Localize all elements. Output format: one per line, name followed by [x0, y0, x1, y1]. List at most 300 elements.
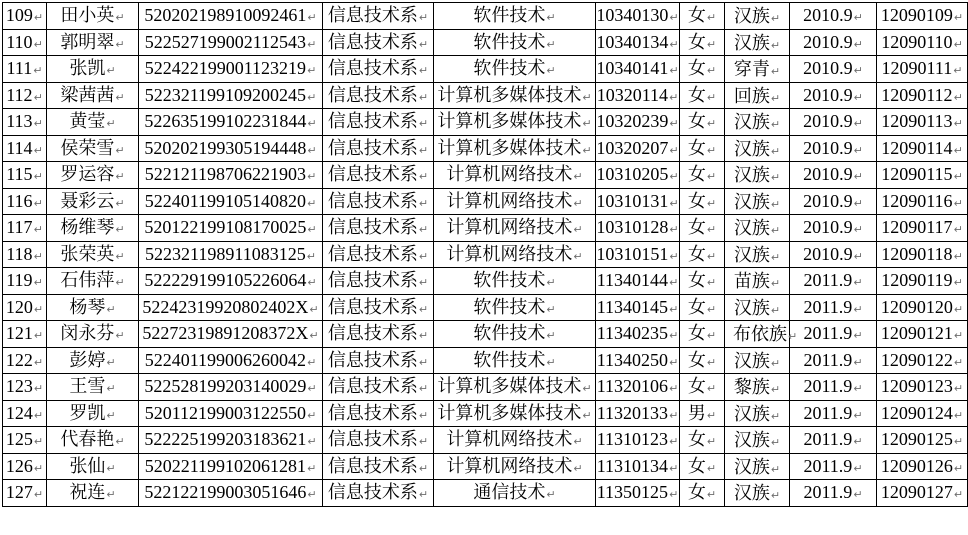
table-row	[3, 241, 968, 268]
cell-row-number-value: 114↵	[6, 137, 43, 158]
line-break-mark-icon: ↵	[418, 170, 429, 184]
cell-gender-value: 女↵	[687, 243, 717, 264]
line-break-mark-icon: ↵	[953, 488, 964, 502]
line-break-mark-icon: ↵	[953, 64, 963, 78]
cell-ethnicity	[725, 480, 790, 507]
cell-enroll-date-value: 2010.9↵	[803, 217, 863, 238]
cell-student-number	[596, 400, 680, 427]
cell-student-number-value: 11320133↵	[596, 402, 679, 423]
cell-gender	[680, 188, 725, 215]
student-roster-table	[2, 2, 968, 507]
cell-id-number	[139, 82, 323, 109]
line-break-mark-icon: ↵	[307, 117, 317, 131]
line-break-mark-icon: ↵	[669, 382, 679, 396]
cell-row-number	[3, 321, 47, 348]
cell-major-value: 计算机多媒体技术↵	[437, 137, 592, 158]
cell-enroll-date	[790, 215, 877, 242]
cell-enroll-date	[790, 29, 877, 56]
cell-ethnicity-value: 黎族↵	[733, 377, 781, 398]
cell-department	[323, 453, 434, 480]
cell-department	[323, 241, 434, 268]
line-break-mark-icon: ↵	[307, 355, 317, 369]
line-break-mark-icon: ↵	[115, 90, 125, 104]
cell-enroll-date-value: 2010.9↵	[803, 164, 863, 185]
cell-gender	[680, 294, 725, 321]
line-break-mark-icon: ↵	[669, 488, 679, 502]
line-break-mark-icon: ↵	[853, 461, 863, 475]
cell-id-number-value: 52272319891208372X↵	[142, 323, 319, 344]
line-break-mark-icon: ↵	[307, 64, 317, 78]
line-break-mark-icon: ↵	[33, 435, 44, 449]
cell-row-number	[3, 109, 47, 136]
table-row	[3, 215, 968, 242]
cell-row-number-value: 124↵	[5, 402, 44, 423]
cell-enroll-date	[790, 162, 877, 189]
line-break-mark-icon: ↵	[573, 461, 583, 475]
cell-row-number-value: 116↵	[6, 190, 43, 211]
cell-name-value: 王雪↵	[69, 376, 116, 397]
line-break-mark-icon: ↵	[770, 409, 781, 423]
cell-ethnicity-value: 汉族↵	[733, 483, 781, 504]
line-break-mark-icon: ↵	[307, 223, 317, 237]
line-break-mark-icon: ↵	[770, 144, 781, 158]
line-break-mark-icon: ↵	[418, 117, 429, 131]
line-break-mark-icon: ↵	[706, 37, 717, 51]
cell-id-number-value: 520221199102061281↵	[144, 455, 317, 476]
table-row	[3, 3, 968, 30]
cell-code-value: 12090126↵	[880, 455, 964, 476]
cell-code	[877, 56, 968, 83]
cell-ethnicity	[725, 135, 790, 162]
line-break-mark-icon: ↵	[953, 11, 964, 25]
line-break-mark-icon: ↵	[106, 64, 116, 78]
cell-name-value: 郭明翠↵	[60, 31, 125, 52]
cell-major-value: 软件技术↵	[473, 31, 556, 52]
cell-department-value: 信息技术系↵	[327, 217, 429, 238]
cell-name-value: 张荣英↵	[60, 243, 125, 264]
cell-major-value: 计算机多媒体技术↵	[437, 111, 592, 132]
cell-row-number	[3, 400, 47, 427]
cell-department	[323, 3, 434, 30]
cell-id-number-value: 522321199109200245↵	[144, 84, 317, 105]
line-break-mark-icon: ↵	[546, 488, 556, 502]
line-break-mark-icon: ↵	[669, 302, 679, 316]
line-break-mark-icon: ↵	[770, 38, 781, 52]
line-break-mark-icon: ↵	[706, 196, 717, 210]
line-break-mark-icon: ↵	[770, 489, 781, 503]
cell-code-value: 12090110↵	[881, 31, 963, 52]
cell-id-number	[139, 3, 323, 30]
line-break-mark-icon: ↵	[669, 170, 679, 184]
line-break-mark-icon: ↵	[669, 37, 679, 51]
cell-major-value: 计算机网络技术↵	[446, 243, 583, 264]
line-break-mark-icon: ↵	[418, 64, 429, 78]
cell-id-number	[139, 215, 323, 242]
cell-row-number	[3, 162, 47, 189]
line-break-mark-icon: ↵	[33, 302, 44, 316]
line-break-mark-icon: ↵	[115, 223, 125, 237]
cell-ethnicity	[725, 215, 790, 242]
line-break-mark-icon: ↵	[418, 223, 429, 237]
cell-department-value: 信息技术系↵	[327, 323, 429, 344]
line-break-mark-icon: ↵	[770, 65, 781, 79]
cell-student-number	[596, 294, 680, 321]
cell-student-number	[596, 480, 680, 507]
line-break-mark-icon: ↵	[770, 197, 781, 211]
table-row	[3, 268, 968, 295]
line-break-mark-icon: ↵	[106, 461, 116, 475]
cell-row-number	[3, 135, 47, 162]
cell-ethnicity	[725, 162, 790, 189]
cell-code-value: 12090112↵	[881, 84, 963, 105]
line-break-mark-icon: ↵	[706, 143, 717, 157]
cell-id-number	[139, 294, 323, 321]
cell-row-number-value: 112↵	[6, 84, 43, 105]
cell-student-number	[596, 82, 680, 109]
line-break-mark-icon: ↵	[770, 303, 781, 317]
cell-row-number-value: 110↵	[6, 31, 43, 52]
cell-student-number	[596, 268, 680, 295]
cell-department	[323, 188, 434, 215]
line-break-mark-icon: ↵	[307, 461, 317, 475]
cell-name-value: 代春艳↵	[60, 429, 125, 450]
cell-department	[323, 374, 434, 401]
cell-ethnicity-value: 汉族↵	[733, 6, 781, 27]
cell-major	[434, 427, 596, 454]
cell-gender	[680, 400, 725, 427]
line-break-mark-icon: ↵	[309, 329, 319, 343]
cell-department-value: 信息技术系↵	[327, 455, 429, 476]
cell-enroll-date-value: 2011.9↵	[803, 482, 863, 503]
cell-name	[47, 400, 139, 427]
cell-student-number	[596, 241, 680, 268]
cell-id-number	[139, 56, 323, 83]
line-break-mark-icon: ↵	[669, 64, 679, 78]
cell-id-number	[139, 480, 323, 507]
cell-department	[323, 135, 434, 162]
line-break-mark-icon: ↵	[307, 488, 317, 502]
line-break-mark-icon: ↵	[953, 249, 963, 263]
cell-major	[434, 241, 596, 268]
cell-code-value: 12090127↵	[880, 482, 964, 503]
cell-ethnicity-value: 汉族↵	[733, 244, 781, 265]
cell-enroll-date-value: 2011.9↵	[803, 376, 863, 397]
cell-enroll-date	[790, 56, 877, 83]
cell-id-number	[139, 188, 323, 215]
cell-gender-value: 女↵	[687, 190, 717, 211]
line-break-mark-icon: ↵	[953, 461, 964, 475]
cell-student-number-value: 11350125↵	[596, 482, 679, 503]
cell-id-number-value: 522122199003051646↵	[144, 482, 317, 503]
cell-department-value: 信息技术系↵	[327, 349, 429, 370]
cell-major-value: 软件技术↵	[473, 270, 556, 291]
cell-id-number-value: 522528199203140029↵	[144, 376, 317, 397]
cell-code	[877, 135, 968, 162]
cell-name-value: 石伟萍↵	[60, 270, 125, 291]
cell-name-value: 侯荣雪↵	[60, 137, 125, 158]
line-break-mark-icon: ↵	[33, 196, 43, 210]
cell-id-number	[139, 241, 323, 268]
cell-gender-value: 女↵	[687, 111, 717, 132]
cell-ethnicity-value: 汉族↵	[733, 112, 781, 133]
line-break-mark-icon: ↵	[853, 382, 863, 396]
cell-row-number-value: 113↵	[6, 111, 43, 132]
cell-department-value: 信息技术系↵	[327, 243, 429, 264]
line-break-mark-icon: ↵	[953, 382, 964, 396]
line-break-mark-icon: ↵	[115, 11, 125, 25]
cell-ethnicity-value: 汉族↵	[733, 138, 781, 159]
cell-department-value: 信息技术系↵	[327, 376, 429, 397]
cell-department	[323, 321, 434, 348]
cell-major-value: 软件技术↵	[473, 349, 556, 370]
cell-ethnicity	[725, 427, 790, 454]
line-break-mark-icon: ↵	[669, 223, 679, 237]
cell-row-number-value: 125↵	[5, 429, 44, 450]
line-break-mark-icon: ↵	[33, 90, 43, 104]
cell-code-value: 12090115↵	[881, 164, 963, 185]
cell-code	[877, 241, 968, 268]
cell-major-value: 通信技术↵	[473, 482, 556, 503]
line-break-mark-icon: ↵	[418, 302, 429, 316]
line-break-mark-icon: ↵	[115, 276, 125, 290]
cell-enroll-date-value: 2011.9↵	[803, 402, 863, 423]
line-break-mark-icon: ↵	[770, 250, 781, 264]
line-break-mark-icon: ↵	[770, 91, 781, 105]
cell-id-number-value: 522401199105140820↵	[144, 190, 317, 211]
line-break-mark-icon: ↵	[953, 408, 964, 422]
line-break-mark-icon: ↵	[770, 383, 781, 397]
cell-code-value: 12090123↵	[880, 376, 964, 397]
cell-id-number	[139, 427, 323, 454]
cell-department-value: 信息技术系↵	[327, 402, 429, 423]
cell-ethnicity	[725, 321, 798, 348]
cell-gender	[680, 82, 725, 109]
cell-student-number-value: 10340130↵	[596, 5, 679, 26]
cell-gender-value: 女↵	[687, 349, 717, 370]
line-break-mark-icon: ↵	[106, 382, 116, 396]
cell-enroll-date-value: 2011.9↵	[803, 455, 863, 476]
cell-student-number	[596, 3, 680, 30]
line-break-mark-icon: ↵	[307, 382, 317, 396]
cell-gender-value: 女↵	[687, 137, 717, 158]
line-break-mark-icon: ↵	[669, 143, 679, 157]
cell-code	[877, 453, 968, 480]
cell-gender	[680, 215, 725, 242]
line-break-mark-icon: ↵	[953, 90, 963, 104]
line-break-mark-icon: ↵	[33, 249, 43, 263]
cell-department	[323, 427, 434, 454]
cell-name	[47, 374, 139, 401]
cell-enroll-date-value: 2010.9↵	[803, 243, 863, 264]
cell-gender-value: 女↵	[687, 31, 717, 52]
cell-name-value: 聂彩云↵	[60, 190, 125, 211]
cell-row-number	[3, 215, 47, 242]
cell-row-number-value: 117↵	[6, 217, 43, 238]
table-row	[3, 56, 968, 83]
line-break-mark-icon: ↵	[853, 249, 863, 263]
line-break-mark-icon: ↵	[307, 11, 317, 25]
cell-code	[877, 188, 968, 215]
cell-ethnicity-value: 汉族↵	[733, 297, 781, 318]
table-row	[3, 82, 968, 109]
line-break-mark-icon: ↵	[307, 196, 317, 210]
table-row	[3, 162, 968, 189]
cell-id-number-value: 522121198706221903↵	[144, 164, 317, 185]
line-break-mark-icon: ↵	[706, 249, 717, 263]
cell-code-value: 12090118↵	[881, 243, 963, 264]
line-break-mark-icon: ↵	[706, 223, 717, 237]
cell-code-value: 12090121↵	[880, 323, 964, 344]
cell-department	[323, 109, 434, 136]
line-break-mark-icon: ↵	[669, 90, 679, 104]
cell-department	[323, 294, 434, 321]
line-break-mark-icon: ↵	[953, 196, 963, 210]
cell-enroll-date	[790, 268, 877, 295]
cell-ethnicity-value: 汉族↵	[733, 191, 781, 212]
cell-row-number-value: 121↵	[5, 323, 44, 344]
line-break-mark-icon: ↵	[853, 223, 863, 237]
cell-row-number-value: 120↵	[5, 296, 44, 317]
line-break-mark-icon: ↵	[706, 170, 717, 184]
cell-ethnicity	[725, 374, 790, 401]
cell-name-value: 杨琴↵	[69, 296, 116, 317]
cell-enroll-date	[790, 82, 877, 109]
line-break-mark-icon: ↵	[706, 302, 717, 316]
cell-department	[323, 215, 434, 242]
line-break-mark-icon: ↵	[307, 90, 317, 104]
cell-name	[47, 215, 139, 242]
cell-department	[323, 162, 434, 189]
cell-code	[877, 427, 968, 454]
line-break-mark-icon: ↵	[953, 329, 964, 343]
cell-student-number-value: 11340144↵	[596, 270, 679, 291]
cell-ethnicity	[725, 241, 790, 268]
cell-major-value: 计算机网络技术↵	[446, 455, 583, 476]
cell-enroll-date	[790, 294, 877, 321]
cell-code-value: 12090109↵	[880, 5, 964, 26]
cell-department	[323, 480, 434, 507]
line-break-mark-icon: ↵	[582, 117, 592, 131]
cell-department	[323, 400, 434, 427]
cell-code	[877, 29, 968, 56]
cell-gender-value: 女↵	[687, 482, 717, 503]
line-break-mark-icon: ↵	[953, 37, 963, 51]
cell-student-number	[596, 453, 680, 480]
cell-name-value: 田小英↵	[60, 5, 125, 26]
cell-gender-value: 女↵	[687, 217, 717, 238]
cell-ethnicity	[725, 294, 790, 321]
cell-code	[877, 162, 968, 189]
cell-code	[877, 321, 968, 348]
cell-name-value: 罗运容↵	[60, 164, 125, 185]
cell-ethnicity-value: 汉族↵	[733, 430, 781, 451]
line-break-mark-icon: ↵	[669, 196, 679, 210]
cell-major-value: 计算机多媒体技术↵	[437, 84, 592, 105]
line-break-mark-icon: ↵	[418, 329, 429, 343]
cell-ethnicity-value: 汉族↵	[733, 32, 781, 53]
cell-student-number-value: 11310134↵	[596, 455, 679, 476]
cell-row-number-value: 109↵	[5, 5, 44, 26]
cell-major	[434, 215, 596, 242]
line-break-mark-icon: ↵	[309, 302, 319, 316]
line-break-mark-icon: ↵	[706, 355, 717, 369]
line-break-mark-icon: ↵	[418, 249, 429, 263]
student-roster-body	[3, 3, 968, 507]
cell-enroll-date-value: 2010.9↵	[803, 111, 863, 132]
cell-ethnicity-value: 汉族↵	[733, 456, 781, 477]
line-break-mark-icon: ↵	[418, 196, 429, 210]
cell-gender	[680, 427, 725, 454]
cell-major-value: 软件技术↵	[473, 323, 556, 344]
cell-id-number	[139, 162, 323, 189]
cell-gender	[680, 135, 725, 162]
cell-enroll-date-value: 2011.9↵	[803, 323, 863, 344]
line-break-mark-icon: ↵	[953, 302, 964, 316]
cell-id-number	[139, 29, 323, 56]
line-break-mark-icon: ↵	[307, 170, 317, 184]
line-break-mark-icon: ↵	[573, 435, 583, 449]
cell-name-value: 黄莹↵	[69, 111, 116, 132]
line-break-mark-icon: ↵	[115, 249, 125, 263]
cell-student-number	[596, 215, 680, 242]
cell-ethnicity-value: 汉族↵	[733, 403, 781, 424]
line-break-mark-icon: ↵	[115, 37, 125, 51]
cell-enroll-date	[790, 109, 877, 136]
cell-enroll-date	[790, 241, 877, 268]
cell-major	[434, 188, 596, 215]
cell-major-value: 计算机多媒体技术↵	[437, 376, 592, 397]
line-break-mark-icon: ↵	[418, 90, 429, 104]
cell-gender-value: 女↵	[687, 376, 717, 397]
table-row	[3, 480, 968, 507]
cell-code-value: 12090125↵	[880, 429, 964, 450]
cell-gender	[680, 3, 725, 30]
line-break-mark-icon: ↵	[853, 302, 863, 316]
cell-department-value: 信息技术系↵	[327, 31, 429, 52]
cell-student-number	[596, 135, 680, 162]
cell-student-number	[596, 109, 680, 136]
cell-student-number	[596, 56, 680, 83]
cell-name-value: 闵永芬↵	[60, 323, 125, 344]
cell-id-number-value: 522527199002112543↵	[144, 31, 317, 52]
line-break-mark-icon: ↵	[853, 170, 863, 184]
line-break-mark-icon: ↵	[706, 90, 717, 104]
cell-student-number	[596, 347, 680, 374]
cell-major	[434, 109, 596, 136]
line-break-mark-icon: ↵	[853, 11, 863, 25]
cell-student-number-value: 10340134↵	[596, 31, 679, 52]
line-break-mark-icon: ↵	[770, 171, 781, 185]
line-break-mark-icon: ↵	[115, 196, 125, 210]
cell-department-value: 信息技术系↵	[327, 84, 429, 105]
cell-id-number-value: 520112199003122550↵	[144, 402, 317, 423]
cell-code	[877, 480, 968, 507]
cell-enroll-date-value: 2010.9↵	[803, 5, 863, 26]
cell-ethnicity	[725, 400, 790, 427]
line-break-mark-icon: ↵	[418, 276, 429, 290]
cell-gender-value: 女↵	[687, 84, 717, 105]
cell-ethnicity	[725, 82, 790, 109]
line-break-mark-icon: ↵	[669, 461, 679, 475]
cell-student-number-value: 10310151↵	[596, 243, 679, 264]
cell-enroll-date	[790, 3, 877, 30]
cell-row-number	[3, 294, 47, 321]
cell-enroll-date	[790, 480, 877, 507]
cell-major	[434, 480, 596, 507]
cell-code-value: 12090116↵	[881, 190, 963, 211]
cell-code-value: 12090124↵	[880, 402, 964, 423]
cell-ethnicity	[725, 56, 790, 83]
